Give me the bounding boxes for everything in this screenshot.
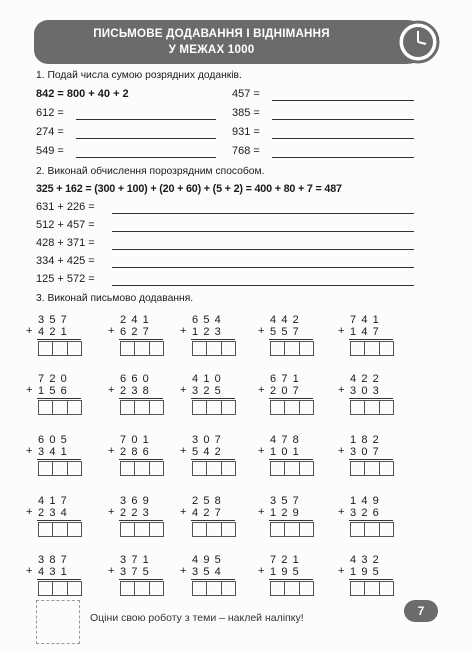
answer-line[interactable]	[112, 249, 414, 250]
addend-bottom: 354	[192, 566, 226, 578]
sum-bar	[349, 459, 393, 460]
digit-box[interactable]	[121, 401, 135, 414]
digit-box[interactable]	[300, 582, 313, 595]
plus-sign: +	[108, 506, 115, 518]
addend-top: 741	[350, 314, 384, 326]
answer-line[interactable]	[272, 157, 414, 158]
digit-box[interactable]	[193, 523, 207, 536]
page-number: 7	[404, 600, 438, 622]
addition-problem	[338, 495, 402, 537]
addend-bottom: 542	[192, 446, 226, 458]
plus-sign: +	[258, 384, 265, 396]
plus-sign: +	[338, 445, 345, 457]
answer-boxes[interactable]	[120, 581, 164, 596]
digit-box[interactable]	[53, 462, 67, 475]
digit-box[interactable]	[222, 401, 235, 414]
digit-box[interactable]	[150, 462, 163, 475]
addition-problem	[338, 373, 402, 415]
exercise-3-heading: 3. Виконай письмово додавання.	[36, 293, 194, 304]
addend-top: 720	[38, 373, 72, 385]
addition-problem	[258, 314, 322, 356]
digit-box[interactable]	[300, 401, 313, 414]
addition-problem	[108, 495, 172, 537]
answer-boxes[interactable]	[192, 400, 236, 415]
digit-box[interactable]	[135, 582, 149, 595]
addend-bottom: 101	[270, 446, 304, 458]
digit-box[interactable]	[39, 342, 53, 355]
sum-bar	[37, 339, 81, 340]
plus-sign: +	[338, 506, 345, 518]
ex2-item: 512 + 457 =	[36, 219, 95, 231]
addend-top: 387	[38, 554, 72, 566]
digit-box[interactable]	[351, 462, 365, 475]
exercise-2-heading: 2. Виконай обчислення порозрядним способом.	[36, 166, 265, 177]
answer-line[interactable]	[76, 138, 216, 139]
ex2-item: 428 + 371 =	[36, 237, 95, 249]
addend-bottom: 147	[350, 326, 384, 338]
plus-sign: +	[108, 445, 115, 457]
digit-box[interactable]	[150, 342, 163, 355]
addition-problem	[258, 554, 322, 596]
sum-bar	[269, 339, 313, 340]
ex2-item: 125 + 572 =	[36, 273, 95, 285]
digit-box[interactable]	[380, 342, 393, 355]
addition-problem	[258, 434, 322, 476]
addend-bottom: 431	[38, 566, 72, 578]
digit-box[interactable]	[68, 582, 81, 595]
addend-top: 371	[120, 554, 154, 566]
answer-line[interactable]	[112, 285, 414, 286]
digit-box[interactable]	[121, 582, 135, 595]
sum-bar	[37, 398, 81, 399]
addition-problem	[26, 495, 90, 537]
addend-top: 422	[350, 373, 384, 385]
addend-top: 149	[350, 495, 384, 507]
answer-boxes[interactable]	[350, 581, 394, 596]
sum-bar	[269, 579, 313, 580]
ex1-item: 457 =	[232, 88, 260, 100]
digit-box[interactable]	[380, 582, 393, 595]
answer-boxes[interactable]	[120, 522, 164, 537]
digit-box[interactable]	[39, 523, 53, 536]
digit-box[interactable]	[135, 523, 149, 536]
answer-boxes[interactable]	[270, 400, 314, 415]
ex1-item: 768 =	[232, 145, 260, 157]
plus-sign: +	[258, 565, 265, 577]
addend-top: 701	[120, 434, 154, 446]
sum-bar	[119, 579, 163, 580]
answer-boxes[interactable]	[350, 522, 394, 537]
answer-boxes[interactable]	[120, 461, 164, 476]
answer-boxes[interactable]	[120, 341, 164, 356]
clock-icon	[396, 16, 440, 68]
digit-box[interactable]	[207, 342, 221, 355]
digit-box[interactable]	[207, 462, 221, 475]
digit-box[interactable]	[39, 462, 53, 475]
digit-box[interactable]	[271, 582, 285, 595]
sum-bar	[191, 520, 235, 521]
digit-box[interactable]	[365, 401, 379, 414]
addition-problem	[258, 495, 322, 537]
digit-box[interactable]	[351, 582, 365, 595]
sum-bar	[269, 520, 313, 521]
answer-line[interactable]	[272, 119, 414, 120]
answer-boxes[interactable]	[192, 461, 236, 476]
digit-box[interactable]	[135, 342, 149, 355]
digit-box[interactable]	[380, 401, 393, 414]
addend-bottom: 286	[120, 446, 154, 458]
addend-top: 660	[120, 373, 154, 385]
addition-problem	[180, 373, 244, 415]
addend-bottom: 156	[38, 385, 72, 397]
digit-box[interactable]	[222, 342, 235, 355]
addition-problem	[26, 373, 90, 415]
digit-box[interactable]	[121, 523, 135, 536]
answer-boxes[interactable]	[38, 522, 82, 537]
addition-problem	[108, 554, 172, 596]
sum-bar	[37, 459, 81, 460]
digit-box[interactable]	[351, 342, 365, 355]
plus-sign: +	[108, 325, 115, 337]
addend-bottom: 123	[192, 326, 226, 338]
digit-box[interactable]	[222, 523, 235, 536]
sum-bar	[349, 398, 393, 399]
exercise-1-example: 842 = 800 + 40 + 2	[36, 88, 129, 100]
exercise-2-example: 325 + 162 = (300 + 100) + (20 + 60) + (5 + 2) = 400 + 80 + 7 = 487	[36, 183, 342, 195]
addition-problem	[180, 554, 244, 596]
digit-box[interactable]	[68, 342, 81, 355]
digit-box[interactable]	[121, 462, 135, 475]
addend-top: 495	[192, 554, 226, 566]
title-banner	[34, 20, 429, 64]
addend-top: 432	[350, 554, 384, 566]
answer-boxes[interactable]	[192, 581, 236, 596]
plus-sign: +	[180, 325, 187, 337]
digit-box[interactable]	[53, 401, 67, 414]
answer-boxes[interactable]	[350, 400, 394, 415]
sum-bar	[269, 398, 313, 399]
ex1-item: 549 =	[36, 145, 64, 157]
plus-sign: +	[26, 565, 33, 577]
answer-boxes[interactable]	[38, 400, 82, 415]
addition-problem	[180, 434, 244, 476]
answer-boxes[interactable]	[120, 400, 164, 415]
answer-boxes[interactable]	[192, 522, 236, 537]
digit-box[interactable]	[68, 462, 81, 475]
addition-problem	[180, 314, 244, 356]
digit-box[interactable]	[380, 523, 393, 536]
ex2-item: 334 + 425 =	[36, 255, 95, 267]
addend-top: 671	[270, 373, 304, 385]
digit-box[interactable]	[285, 401, 299, 414]
addition-problem	[26, 554, 90, 596]
addition-problem	[108, 434, 172, 476]
digit-box[interactable]	[150, 582, 163, 595]
ex1-item: 385 =	[232, 107, 260, 119]
digit-box[interactable]	[39, 582, 53, 595]
addition-problem	[108, 373, 172, 415]
answer-line[interactable]	[112, 213, 414, 214]
addend-bottom: 234	[38, 507, 72, 519]
digit-box[interactable]	[207, 582, 221, 595]
plus-sign: +	[26, 506, 33, 518]
plus-sign: +	[108, 565, 115, 577]
addition-problem	[26, 314, 90, 356]
sum-bar	[349, 579, 393, 580]
sum-bar	[269, 459, 313, 460]
digit-box[interactable]	[222, 582, 235, 595]
plus-sign: +	[338, 565, 345, 577]
addend-bottom: 195	[350, 566, 384, 578]
addend-bottom: 421	[38, 326, 72, 338]
digit-box[interactable]	[135, 401, 149, 414]
plus-sign: +	[180, 445, 187, 457]
sum-bar	[191, 579, 235, 580]
digit-box[interactable]	[53, 342, 67, 355]
addition-problem	[108, 314, 172, 356]
digit-box[interactable]	[207, 401, 221, 414]
plus-sign: +	[258, 445, 265, 457]
answer-boxes[interactable]	[38, 461, 82, 476]
answer-boxes[interactable]	[270, 581, 314, 596]
plus-sign: +	[26, 445, 33, 457]
addend-top: 410	[192, 373, 226, 385]
digit-box[interactable]	[351, 523, 365, 536]
digit-box[interactable]	[39, 401, 53, 414]
addend-bottom: 627	[120, 326, 154, 338]
sum-bar	[119, 459, 163, 460]
addend-top: 605	[38, 434, 72, 446]
addend-bottom: 325	[192, 385, 226, 397]
sum-bar	[37, 520, 81, 521]
page-title-line1: ПИСЬМОВЕ ДОДАВАННЯ І ВІДНІМАННЯ	[93, 27, 330, 40]
digit-box[interactable]	[365, 342, 379, 355]
digit-box[interactable]	[193, 401, 207, 414]
digit-box[interactable]	[365, 462, 379, 475]
digit-box[interactable]	[193, 582, 207, 595]
digit-box[interactable]	[271, 523, 285, 536]
digit-box[interactable]	[285, 582, 299, 595]
answer-line[interactable]	[76, 119, 216, 120]
addend-bottom: 341	[38, 446, 72, 458]
sum-bar	[191, 339, 235, 340]
digit-box[interactable]	[53, 582, 67, 595]
sum-bar	[349, 339, 393, 340]
addend-top: 442	[270, 314, 304, 326]
digit-box[interactable]	[271, 462, 285, 475]
plus-sign: +	[338, 384, 345, 396]
digit-box[interactable]	[150, 523, 163, 536]
ex1-item: 612 =	[36, 107, 64, 119]
addition-problem	[338, 314, 402, 356]
answer-boxes[interactable]	[270, 522, 314, 537]
plus-sign: +	[180, 565, 187, 577]
addition-problem	[180, 495, 244, 537]
exercise-1-heading: 1. Подай числа сумою розрядних доданків.	[36, 70, 242, 81]
self-assessment-text: Оціни свою роботу з теми – наклей наліпку!	[90, 612, 304, 624]
addend-bottom: 223	[120, 507, 154, 519]
answer-line[interactable]	[112, 267, 414, 268]
digit-box[interactable]	[207, 523, 221, 536]
answer-line[interactable]	[272, 100, 414, 101]
answer-line[interactable]	[272, 138, 414, 139]
plus-sign: +	[180, 384, 187, 396]
addend-top: 241	[120, 314, 154, 326]
addend-top: 357	[270, 495, 304, 507]
digit-box[interactable]	[68, 401, 81, 414]
digit-box[interactable]	[150, 401, 163, 414]
addend-top: 307	[192, 434, 226, 446]
addend-top: 357	[38, 314, 72, 326]
answer-line[interactable]	[112, 231, 414, 232]
sum-bar	[119, 398, 163, 399]
answer-boxes[interactable]	[38, 341, 82, 356]
plus-sign: +	[26, 384, 33, 396]
digit-box[interactable]	[365, 523, 379, 536]
digit-box[interactable]	[53, 523, 67, 536]
addend-bottom: 307	[350, 446, 384, 458]
ex1-item: 274 =	[36, 126, 64, 138]
digit-box[interactable]	[365, 582, 379, 595]
ex1-item: 931 =	[232, 126, 260, 138]
addend-top: 654	[192, 314, 226, 326]
ex2-item: 631 + 226 =	[36, 201, 95, 213]
addend-bottom: 375	[120, 566, 154, 578]
answer-boxes[interactable]	[192, 341, 236, 356]
addend-bottom: 427	[192, 507, 226, 519]
plus-sign: +	[258, 325, 265, 337]
addend-bottom: 557	[270, 326, 304, 338]
digit-box[interactable]	[300, 342, 313, 355]
answer-boxes[interactable]	[38, 581, 82, 596]
plus-sign: +	[26, 325, 33, 337]
addend-bottom: 303	[350, 385, 384, 397]
sticker-box[interactable]	[36, 600, 80, 644]
digit-box[interactable]	[135, 462, 149, 475]
digit-box[interactable]	[300, 462, 313, 475]
addend-bottom: 207	[270, 385, 304, 397]
addition-problem	[258, 373, 322, 415]
addition-problem	[338, 554, 402, 596]
addend-top: 417	[38, 495, 72, 507]
addend-top: 182	[350, 434, 384, 446]
digit-box[interactable]	[193, 342, 207, 355]
addition-problem	[26, 434, 90, 476]
sum-bar	[119, 339, 163, 340]
digit-box[interactable]	[285, 523, 299, 536]
addend-top: 478	[270, 434, 304, 446]
addition-problem	[338, 434, 402, 476]
sum-bar	[191, 398, 235, 399]
addend-bottom: 238	[120, 385, 154, 397]
answer-line[interactable]	[76, 157, 216, 158]
plus-sign: +	[338, 325, 345, 337]
answer-boxes[interactable]	[270, 461, 314, 476]
answer-boxes[interactable]	[350, 461, 394, 476]
digit-box[interactable]	[300, 523, 313, 536]
digit-box[interactable]	[285, 462, 299, 475]
plus-sign: +	[180, 506, 187, 518]
sum-bar	[37, 579, 81, 580]
digit-box[interactable]	[121, 342, 135, 355]
plus-sign: +	[108, 384, 115, 396]
answer-boxes[interactable]	[350, 341, 394, 356]
addend-bottom: 195	[270, 566, 304, 578]
addend-top: 258	[192, 495, 226, 507]
addend-top: 721	[270, 554, 304, 566]
addend-bottom: 129	[270, 507, 304, 519]
sum-bar	[191, 459, 235, 460]
digit-box[interactable]	[351, 401, 365, 414]
digit-box[interactable]	[271, 342, 285, 355]
sum-bar	[349, 520, 393, 521]
addend-bottom: 326	[350, 507, 384, 519]
digit-box[interactable]	[68, 523, 81, 536]
page-title-line2: У МЕЖАХ 1000	[168, 43, 255, 56]
digit-box[interactable]	[380, 462, 393, 475]
digit-box[interactable]	[193, 462, 207, 475]
digit-box[interactable]	[271, 401, 285, 414]
digit-box[interactable]	[222, 462, 235, 475]
digit-box[interactable]	[285, 342, 299, 355]
sum-bar	[119, 520, 163, 521]
answer-boxes[interactable]	[270, 341, 314, 356]
plus-sign: +	[258, 506, 265, 518]
addend-top: 369	[120, 495, 154, 507]
